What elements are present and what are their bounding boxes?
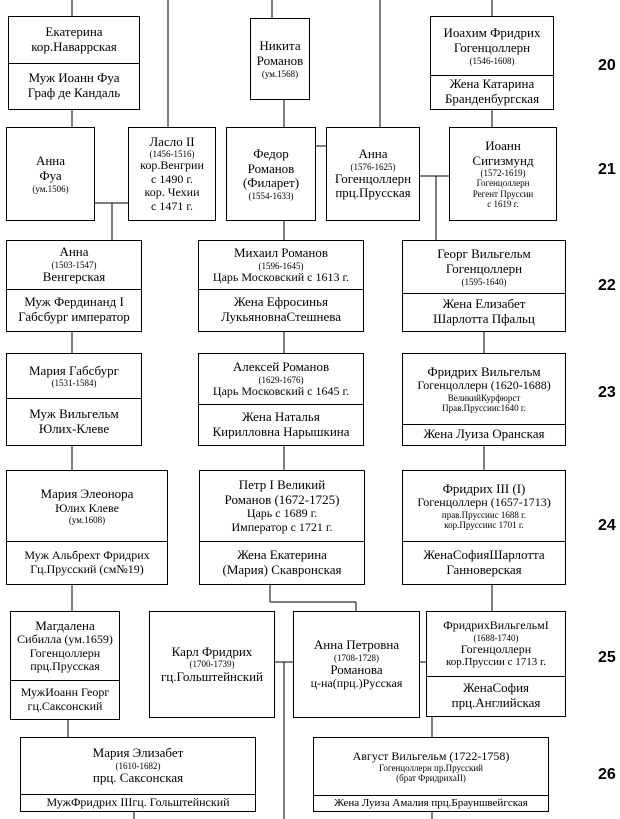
title-line: Царь Московский с 1613 г. — [212, 269, 350, 284]
title-line: с 1490 г. — [151, 171, 193, 186]
person-box-anna-petrovna — [293, 611, 420, 718]
spouse-line: (Мария) Скавронская — [222, 561, 342, 577]
name-line: Ласло II — [149, 133, 195, 149]
name-line: (Филарет) — [242, 175, 300, 191]
dates-line: (1610-1682) — [115, 760, 161, 771]
spouse-line: Жена Луиза Оранская — [423, 426, 545, 442]
dates-line: (1572-1619) — [480, 168, 526, 179]
generation-number-22: 22 — [598, 277, 616, 294]
spouse-line: прц.Английская — [451, 695, 541, 710]
name-line: Романова — [330, 661, 383, 677]
person-box-friedrich-iii — [402, 470, 566, 585]
person-box-laslo — [128, 127, 216, 221]
name-line: Гогенцоллерн (1620-1688) — [417, 378, 551, 393]
name-line: Сибилла (ум.1659) — [17, 632, 113, 647]
spouse-line: МужФридрих IIIгц. Гольштейнский — [46, 794, 230, 809]
title-line: Гогенцоллерн — [29, 645, 101, 660]
dates-line: (1596-1645) — [258, 260, 304, 271]
person-box-maria-eleonora — [6, 470, 168, 585]
person-box-friedrich-wilhelm-i — [426, 611, 566, 717]
title-line: Венгерская — [42, 269, 106, 285]
name-line: Георг Вильгельм — [437, 246, 531, 262]
dates-line: (1629-1676) — [258, 374, 304, 385]
name-line: Гогенцоллерн — [445, 260, 523, 276]
name-line: Романов — [256, 52, 304, 68]
generation-number-20: 20 — [598, 57, 616, 74]
name-line: Мария Габсбург — [29, 362, 119, 378]
name-line: Магдалена — [35, 617, 95, 633]
spouse-line: Граф де Кандаль — [27, 85, 121, 100]
spouse-line: гц.Саксонский — [27, 698, 103, 713]
person-box-august-wilhelm — [313, 737, 549, 812]
title-line: (брат ФридрихаII) — [396, 773, 466, 784]
name-line: Анна — [358, 146, 388, 162]
dates-line: (1531-1584) — [51, 378, 97, 389]
spouse-line: Ганноверская — [446, 561, 522, 577]
generation-number-23: 23 — [598, 384, 616, 401]
title-line: Гогенцоллерн — [334, 170, 412, 186]
spouse-line: ЖенаСофия — [462, 680, 529, 696]
name-line: Анна — [35, 153, 66, 169]
name-line: Алексей Романов — [232, 358, 330, 374]
name-line: Юлих Клеве — [55, 500, 119, 515]
spouse-line: Шарлотта Пфальц — [433, 311, 535, 326]
name-line: Петр I Великий — [238, 477, 326, 493]
name-line: Романов (1672-1725) — [224, 491, 340, 507]
title-line: ц-на(прц.)Русская — [310, 676, 403, 691]
generation-number-24: 24 — [598, 517, 616, 534]
title-line: Гогенцоллерн пр.Прусский — [379, 762, 483, 773]
dates-line: (1546-1608) — [469, 55, 515, 66]
dates-line: (ум.1506) — [32, 183, 69, 194]
dates-line: (1554-1633) — [248, 190, 294, 201]
spouse-line: Жена Елизабет — [442, 296, 526, 312]
name-line: Иоахим Фридрих — [443, 25, 541, 41]
name-line: Иоанн — [485, 138, 521, 154]
name-line: Карл Фридрих — [171, 643, 253, 659]
title-line: с 1471 г. — [151, 198, 193, 213]
title-line: гц.Гольштейнский — [160, 668, 264, 684]
spouse-line: Кирилловна Нарышкина — [212, 423, 350, 439]
dates-line: (ум.1608) — [68, 514, 106, 525]
dates-line: (1688-1740) — [473, 632, 519, 643]
person-box-mikhail — [198, 240, 364, 332]
spouse-line: Жена Екатерина — [237, 546, 327, 562]
title-line: Царь с 1689 г. — [246, 506, 318, 521]
title-line: Регент Пруссии — [472, 188, 534, 199]
person-box-anna-foix — [6, 127, 95, 221]
spouse-line: ЖенаСофияШарлотта — [423, 546, 545, 562]
name-line: Никита — [259, 38, 301, 54]
dates-line: (ум.1568) — [261, 68, 299, 79]
dates-line: (1503-1547) — [51, 259, 97, 270]
name-line: Фуа — [39, 167, 62, 183]
spouse-line: МужИоанн Георг — [20, 685, 110, 700]
title-line: прц. Саксонская — [92, 769, 184, 785]
name-line: Гогенцоллерн (1657-1713) — [417, 495, 551, 510]
generation-number-25: 25 — [598, 649, 616, 666]
spouse-line: Бранденбургская — [444, 91, 540, 106]
dates-line: (1456-1516) — [149, 149, 195, 160]
person-box-maria-habsburg — [6, 353, 142, 446]
title-line: кор.Наваррская — [31, 39, 117, 54]
spouse-line: Габсбург император — [18, 309, 130, 324]
name-line: Федор — [253, 146, 289, 162]
title-line: кор.Пруссиис 1701 г. — [444, 519, 524, 530]
person-box-friedrich-wilhelm — [402, 353, 566, 446]
dates-line: (1595-1640) — [461, 276, 507, 287]
name-line: Романов — [247, 160, 295, 176]
title-line: Гогенцоллерн — [460, 641, 532, 656]
name-line: Мария Элизабет — [92, 745, 184, 761]
person-box-fedor — [226, 127, 316, 221]
dates-line: (1700-1739) — [189, 659, 235, 670]
name-line: Екатерина — [45, 24, 103, 40]
title-line: Император с 1721 г. — [231, 519, 333, 534]
spouse-line: ЛукьяновнаСтешнева — [221, 309, 341, 324]
person-box-petr — [199, 470, 365, 585]
generation-number-21: 21 — [598, 161, 616, 178]
name-line: ФридрихВильгельмI — [443, 618, 549, 633]
spouse-line: Юлих-Клеве — [38, 420, 110, 436]
person-box-anna-hungary — [6, 240, 142, 332]
spouse-line: Жена Катарина — [449, 76, 535, 92]
title-line: прц.Прусская — [335, 185, 411, 201]
person-box-georg-wilhelm — [402, 240, 566, 332]
person-box-aleksei — [198, 353, 364, 446]
name-line: Гогенцоллерн — [453, 39, 531, 55]
person-box-maria-elisabeth — [20, 737, 256, 812]
spouse-line: Муж Альбрехт Фридрих — [24, 548, 150, 563]
dates-line: (1576-1625) — [350, 161, 396, 172]
title-line: кор.Венгрии — [140, 158, 204, 173]
person-box-ioakhim — [430, 16, 554, 110]
title-line: Царь Московский с 1645 г. — [212, 383, 350, 398]
spouse-line: Гц.Прусский (см№19) — [30, 561, 144, 576]
person-box-ioann-sigizmund — [449, 127, 557, 221]
name-line: Сигизмунд — [472, 152, 534, 168]
spouse-line: Жена Ефросинья — [233, 294, 328, 310]
name-line: Фридрих III (I) — [442, 480, 526, 496]
name-line: Фридрих Вильгельм — [427, 363, 541, 379]
spouse-line: Муж Иоанн Фуа — [28, 70, 120, 86]
title-line: Прав.Пруссиис1640 г. — [442, 402, 526, 413]
dates-line: (1708-1728) — [334, 652, 379, 663]
name-line: Анна — [59, 244, 89, 260]
spouse-line: Жена Луиза Амалия прц.Брауншвейгская — [334, 796, 528, 809]
title-line: прц.Прусская — [30, 658, 100, 673]
person-box-anna-prussia — [326, 127, 420, 221]
person-box-magdalena — [10, 611, 120, 720]
title-line: кор.Пруссии с 1713 г. — [445, 656, 547, 669]
name-line: Анна Петровна — [313, 637, 400, 653]
title-line: кор. Чехии — [144, 185, 200, 200]
person-box-nikita — [250, 18, 310, 100]
name-line: Август Вильгельм (1722-1758) — [352, 748, 510, 763]
title-line: с 1619 г. — [487, 198, 519, 209]
title-line: ВеликийКурфюрст — [447, 392, 521, 403]
title-line: прав.Пруссиис 1688 г. — [441, 509, 527, 520]
spouse-line: Муж Вильгельм — [29, 405, 119, 421]
spouse-line: Жена Наталья — [242, 408, 320, 424]
person-box-ekaterina — [8, 16, 140, 110]
name-line: Михаил Романов — [234, 244, 328, 260]
name-line: Мария Элеонора — [40, 485, 134, 501]
spouse-line: Муж Фердинанд I — [24, 294, 124, 310]
generation-number-26: 26 — [598, 766, 616, 783]
person-box-karl-friedrich — [149, 611, 275, 718]
title-line: Гогенцоллерн — [476, 178, 530, 189]
